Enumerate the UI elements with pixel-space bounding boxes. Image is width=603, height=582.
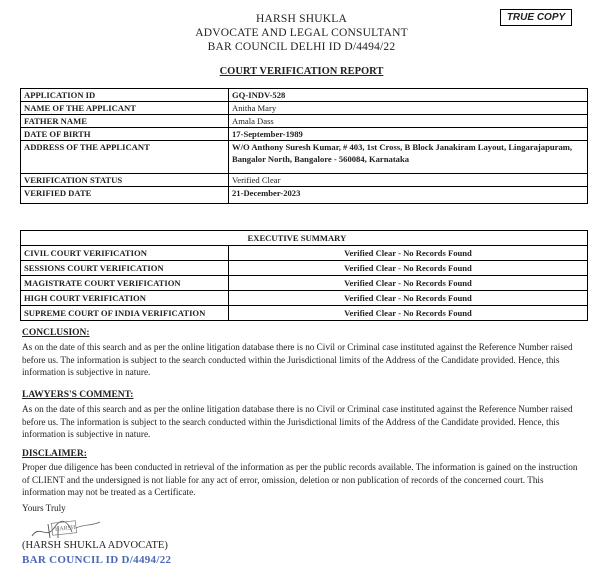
- detail-value: Verified Clear: [229, 174, 588, 187]
- table-row: [21, 102, 588, 115]
- summary-value: Verified Clear - No Records Found: [229, 261, 588, 276]
- summary-label: CIVIL COURT VERIFICATION: [21, 246, 229, 261]
- table-row: [21, 276, 588, 291]
- signatory-bar-council-id: BAR COUNCIL ID D/4494/22: [22, 554, 172, 566]
- report-title: COURT VERIFICATION REPORT: [219, 66, 384, 77]
- table-row: [21, 187, 588, 204]
- table-row: [21, 89, 588, 102]
- disclaimer-heading: DISCLAIMER:: [22, 449, 87, 459]
- table-row: [21, 261, 588, 276]
- signature-image: [28, 518, 108, 542]
- applicant-details-table: [20, 88, 588, 204]
- closing-text: Yours Truly: [22, 503, 66, 513]
- table-row: [21, 231, 588, 246]
- detail-value: 21-December-2023: [229, 187, 588, 204]
- summary-label: SESSIONS COURT VERIFICATION: [21, 261, 229, 276]
- summary-label: SUPREME COURT OF INDIA VERIFICATION: [21, 306, 229, 321]
- summary-label: HIGH COURT VERIFICATION: [21, 291, 229, 306]
- detail-value: GQ-INDV-528: [229, 89, 588, 102]
- true-copy-stamp: TRUE COPY: [500, 9, 572, 26]
- signature-stamp-text: HARSH: [54, 524, 76, 533]
- detail-label: DATE OF BIRTH: [21, 128, 229, 141]
- summary-value: Verified Clear - No Records Found: [229, 276, 588, 291]
- table-row: [21, 141, 588, 174]
- summary-value: Verified Clear - No Records Found: [229, 246, 588, 261]
- conclusion-text: As on the date of this search and as per the online litigation database there is no Civil or Criminal case instituted against the Reference Number raised before us. The information is subject to the search conducted within the Jurisdictional limits of the Address of the Candidate provided. Hence, this information is subjective in nature.: [22, 342, 573, 377]
- detail-label: VERIFIED DATE: [21, 187, 229, 204]
- conclusion-heading: CONCLUSION:: [22, 328, 90, 338]
- table-row: [21, 174, 588, 187]
- lawyers-comment-text: As on the date of this search and as per the online litigation database there is no Civil or Criminal case instituted against the Reference Number raised before us. The information is subject to the search conducted within the Jurisdictional limits of the Address of the Candidate provided. Hence, this information is subjective in nature.: [22, 404, 573, 439]
- table-row: [21, 291, 588, 306]
- detail-value: 17-September-1989: [229, 128, 588, 141]
- signatory-name: (HARSH SHUKLA ADVOCATE): [22, 540, 168, 551]
- disclaimer-text: Proper due diligence has been conducted in retrieval of the information as per the public records available. The information is gained on the instruction of CLIENT and the undersigned is not liable for any act of error, omission, deletion or non publication of records of the concerned court. This information may not be treated as a Certificate.: [22, 462, 578, 497]
- executive-summary-table: [20, 230, 588, 321]
- detail-value: Amala Dass: [229, 115, 588, 128]
- table-row: [21, 115, 588, 128]
- summary-heading-spacer: [21, 231, 229, 246]
- detail-value: W/O Anthony Suresh Kumar, # 403, 1st Cross, B Block Janakiram Layout, Lingarajapuram, Bangalor North, Bangalore - 560084, Karnataka: [229, 141, 588, 174]
- summary-value: Verified Clear - No Records Found: [229, 291, 588, 306]
- advocate-designation: ADVOCATE AND LEGAL CONSULTANT: [195, 27, 408, 39]
- table-row: [21, 128, 588, 141]
- detail-value: Anitha Mary: [229, 102, 588, 115]
- detail-label: ADDRESS OF THE APPLICANT: [21, 141, 229, 174]
- lawyers-comment-heading: LAWYERS'S COMMENT:: [22, 390, 134, 400]
- summary-heading: EXECUTIVE SUMMARY: [229, 231, 588, 246]
- detail-label: NAME OF THE APPLICANT: [21, 102, 229, 115]
- summary-value: Verified Clear - No Records Found: [229, 306, 588, 321]
- detail-label: VERIFICATION STATUS: [21, 174, 229, 187]
- table-row: [21, 246, 588, 261]
- table-row: [21, 306, 588, 321]
- detail-label: FATHER NAME: [21, 115, 229, 128]
- summary-label: MAGISTRATE COURT VERIFICATION: [21, 276, 229, 291]
- detail-label: APPLICATION ID: [21, 89, 229, 102]
- advocate-name: HARSH SHUKLA: [256, 13, 347, 25]
- bar-council-id: BAR COUNCIL DELHI ID D/4494/22: [207, 41, 396, 53]
